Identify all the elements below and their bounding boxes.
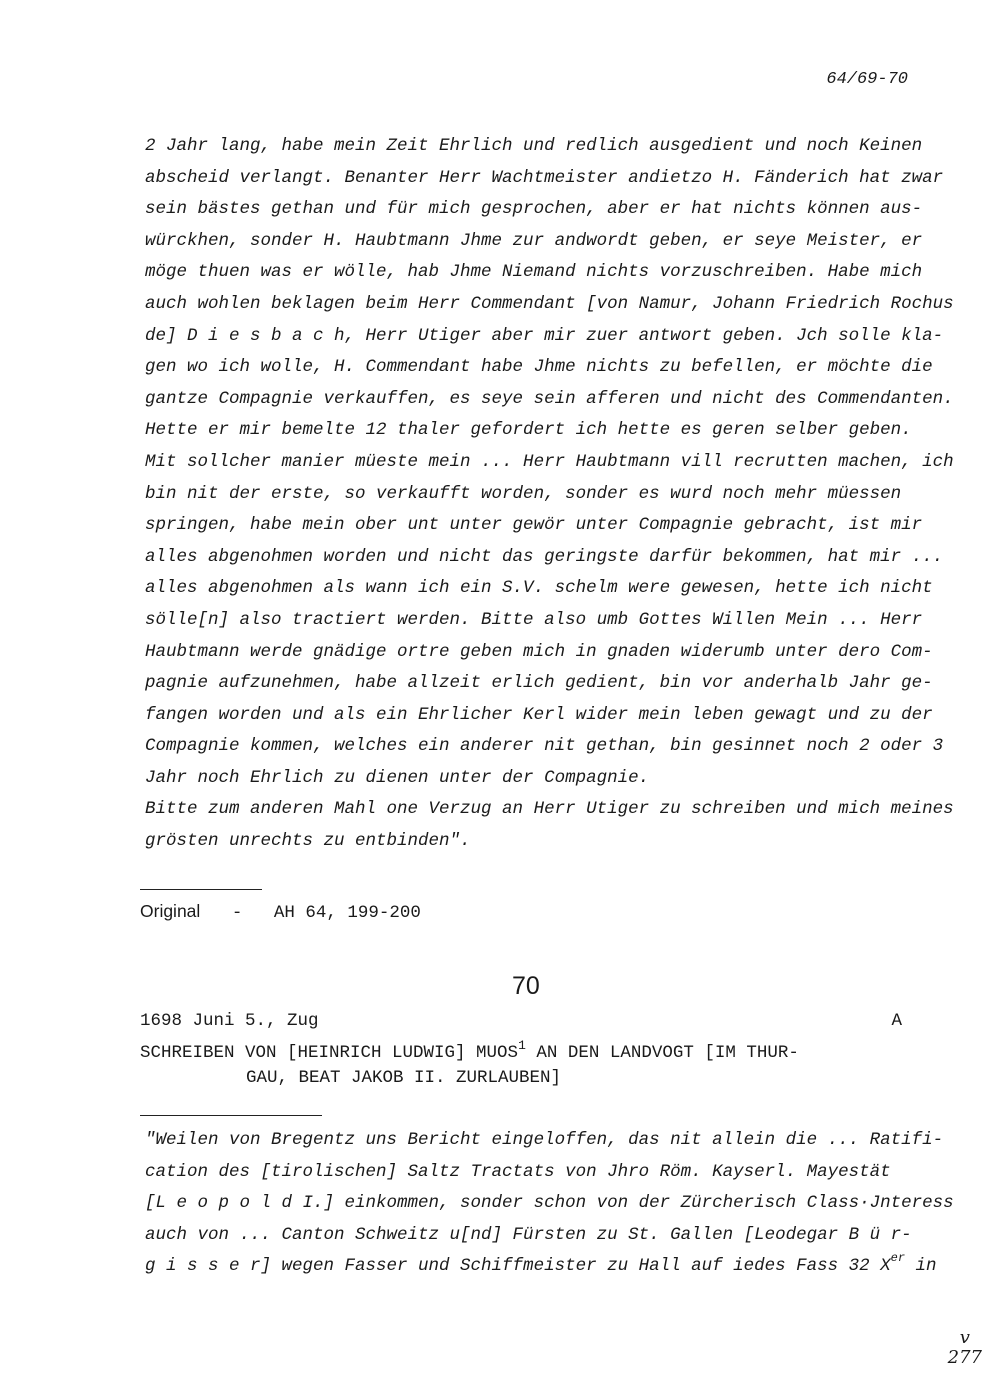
body-line: Bitte zum anderen Mahl one Verzug an Herr Utiger zu schreiben und mich meines — [145, 799, 954, 820]
body-line: Jahr noch Ehrlich zu dienen unter der Compagnie. — [145, 767, 650, 788]
body-line: Haubtmann werde gnädige ortre geben mich in gnaden widerumb unter dero Com- — [145, 641, 933, 662]
body-line: springen, habe mein ober unt unter gewör unter Compagnie gebracht, ist mir — [145, 515, 923, 536]
body-line: auch wohlen beklagen beim Herr Commendant [von Namur, Johann Friedrich Rochus — [145, 293, 954, 314]
body-line: sein bästes gethan und für mich gesprochen, aber er hat nichts können aus- — [145, 199, 923, 220]
body-line: gen wo ich wolle, H. Commendant habe Jhme nichts zu befellen, er möchte die — [145, 357, 933, 378]
heading-rule — [140, 1115, 322, 1116]
superscript-er: er — [890, 1251, 906, 1266]
heading-line-1-text: SCHREIBEN VON [HEINRICH LUDWIG] MUOS — [140, 1043, 519, 1063]
body-line: 2 Jahr lang, habe mein Zeit Ehrlich und redlich ausgedient und noch Keinen — [145, 136, 923, 156]
body-line: Hette er mir bemelte 12 thaler gefordert ich hette es geren selber geben. — [145, 420, 912, 441]
document-number: 70 — [512, 972, 540, 1000]
body-line: alles abgenohmen als wann ich ein S.V. schelm were gewesen, hette ich nicht — [145, 578, 933, 599]
body-line: sölle[n] also tractiert werden. Bitte also umb Gottes Willen Mein ... Herr — [145, 609, 923, 630]
document-dateline: 1698 Juni 5., Zug — [140, 1011, 319, 1031]
body-line: würckhen, sonder H. Haubtmann Jhme zur andwordt geben, er seye Meister, er — [145, 230, 923, 251]
source-reference — [140, 901, 421, 923]
quote-line: [L e o p o l d I.] einkommen, sonder schon von der Zürcherisch Class·Jnteress — [145, 1193, 954, 1214]
quote-line-end: in — [905, 1256, 937, 1277]
source-label: Original — [140, 901, 201, 921]
handwritten-number: 277 — [947, 1347, 982, 1368]
footnote-rule — [140, 889, 262, 890]
source-archive-ref: AH 64, 199-200 — [273, 903, 421, 923]
body-line: bin nit der erste, so verkaufft worden, sonder es wurd noch mehr müessen — [145, 483, 902, 504]
quote-line: "Weilen von Bregentz uns Bericht eingeloffen, das nit allein die ... Ratifi- — [145, 1130, 944, 1150]
quote-line-text: g i s s e r] wegen Fasser und Schiffmeister zu Hall auf iedes Fass 32 X — [145, 1256, 891, 1277]
heading-line-2: GAU, BEAT JAKOB II. ZURLAUBEN] — [246, 1068, 562, 1088]
body-line: de] D i e s b a c h, Herr Utiger aber mir zuer antwort geben. Jch solle kla- — [145, 325, 944, 346]
quote-line — [145, 1251, 937, 1283]
body-line: grösten unrechts zu entbinden". — [145, 831, 471, 852]
quote-line: auch von ... Canton Schweitz u[nd] Fürsten zu St. Gallen [Leodegar B ü r- — [145, 1224, 912, 1245]
page-number: 64/69-70 — [826, 70, 908, 89]
letter-body — [145, 131, 954, 858]
body-line: gantze Compagnie verkauffen, es seye sein afferen und nicht des Commendanten. — [145, 388, 954, 409]
body-line: alles abgenohmen worden und nicht das geringste darfür bekommen, hat mir ... — [145, 546, 944, 567]
document-letter: A — [891, 1011, 902, 1031]
body-line: pagnie aufzunehmen, habe allzeit erlich gedient, bin vor anderhalb Jahr ge- — [145, 673, 933, 694]
body-line: fangen worden und als ein Ehrlicher Kerl wider mein leben gewagt und zu der — [145, 704, 933, 725]
quoted-text — [145, 1125, 954, 1283]
handwritten-check-mark: v — [959, 1327, 970, 1348]
source-dash: - — [231, 903, 243, 923]
heading-line-1-rest: AN DEN LANDVOGT [IM THUR- — [525, 1043, 799, 1063]
body-line: möge thuen was er wölle, hab Jhme Niemand nichts vorzuschreiben. Habe mich — [145, 262, 923, 283]
heading-line-1 — [140, 1038, 799, 1066]
body-line: Mit sollcher manier müeste mein ... Herr Haubtmann vill recrutten machen, ich — [145, 451, 954, 472]
footnote-mark: 1 — [518, 1038, 526, 1053]
body-line: Compagnie kommen, welches ein anderer nit gethan, bin gesinnet noch 2 oder 3 — [145, 736, 944, 757]
body-line: abscheid verlangt. Benanter Herr Wachtmeister andietzo H. Fänderich hat zwar — [145, 167, 944, 188]
handwritten-page-note — [948, 1328, 982, 1368]
document-heading — [140, 1038, 799, 1090]
quote-line: cation des [tirolischen] Saltz Tractats von Jhro Röm. Kayserl. Mayestät — [145, 1161, 891, 1182]
